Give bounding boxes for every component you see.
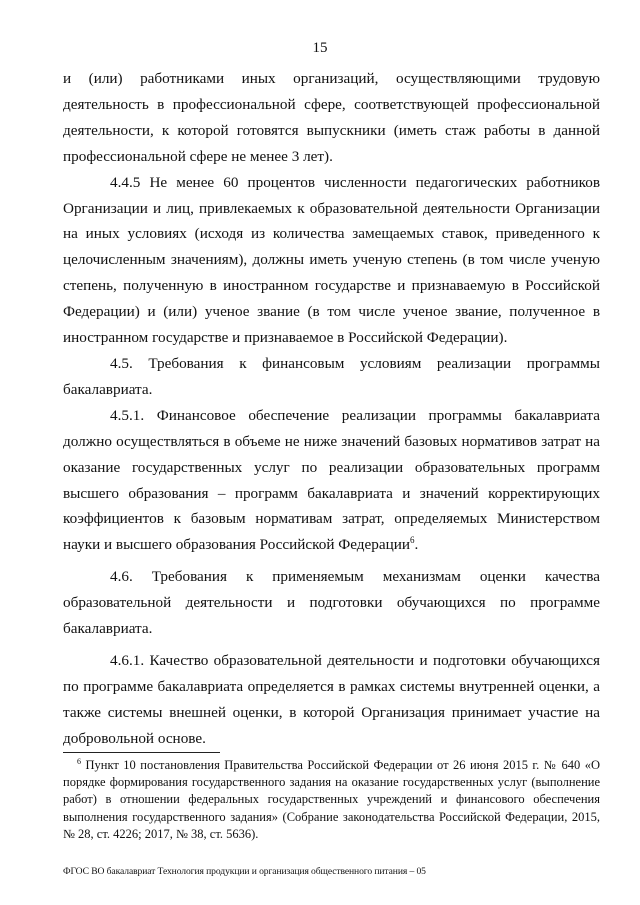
- paragraph-4-5-1-text: 4.5.1. Финансовое обеспечение реализации программы бакалавриата должно осуществляться в объеме не ниже значений базовых нормативов затрат на оказание государственных услуг по реализации образовательных программ высшего образования – программ бакалавриата и значений корректирующих коэффициентов к базовым нормативам затрат, определяемых Министерством науки и высшего образования Российской Федерации: [63, 406, 600, 554]
- page-footer: ФГОС ВО бакалавриат Технология продукции и организация общественного питания – 05: [63, 866, 426, 877]
- footnote-text: Пункт 10 постановления Правительства Российской Федерации от 26 июня 2015 г. № 640 «О порядке формирования государственного задания на оказание государственных услуг (выполнение работ) в отношении федеральных государственных учреждений и финансового обеспечения выполнения государственного задания» (Собрание законодательства Российской Федерации, 2015, № 28, ст. 4226; 2017, № 38, ст. 5636).: [63, 758, 600, 841]
- paragraph-continuation: и (или) работниками иных организаций, осуществляющими трудовую деятельность в профессиональной сфере, соответствующей профессиональной деятельности, к которой готовятся выпускники (иметь стаж работы в данной профессиональной сфере не менее 3 лет).: [63, 70, 600, 165]
- footnote-reference: 6: [410, 535, 415, 546]
- paragraph-4-6-1: 4.6.1. Качество образовательной деятельности и подготовки обучающихся по программе бакалавриата определяется в рамках системы внутренней оценки, а также системы внешней оценки, в которой Организация принимает участие на добровольной основе.: [63, 651, 600, 747]
- footnote-divider: [63, 752, 220, 753]
- paragraph-4-5: 4.5. Требования к финансовым условиям реализации программы бакалавриата.: [63, 354, 600, 398]
- paragraph-4-6: 4.6. Требования к применяемым механизмам оценки качества образовательной деятельности и подготовки обучающихся по программе бакалавриата.: [63, 568, 600, 638]
- footnote: [63, 757, 600, 843]
- paragraph-4-4-5: 4.4.5 Не менее 60 процентов численности педагогических работников Организации и лиц, привлекаемых к образовательной деятельности Организации на иных условиях (исходя из количества замещаемых ставок, приведенного к целочисленным значениям), должны иметь ученую степень (в том числе ученую степень, полученную в иностранном государстве и признаваемую в Российской Федерации) и (или) ученое звание (в том числе ученое звание, полученное в иностранном государстве и признаваемое в Российской Федерации).: [63, 173, 600, 347]
- body-text: [63, 66, 600, 752]
- footnote-marker: 6: [77, 756, 81, 766]
- page-number: 15: [312, 40, 328, 56]
- paragraph-4-5-1: 4.5.1. Финансовое обеспечение реализации программы бакалавриата должно осуществляться в объеме не ниже значений базовых нормативов затрат на оказание государственных услуг по реализации образовательных программ высшего образования – программ бакалавриата и значений корректирующих коэффициентов к базовым нормативам затрат, определяемых Министерством науки и высшего образования Российской Федерации$^6$.: [63, 406, 600, 554]
